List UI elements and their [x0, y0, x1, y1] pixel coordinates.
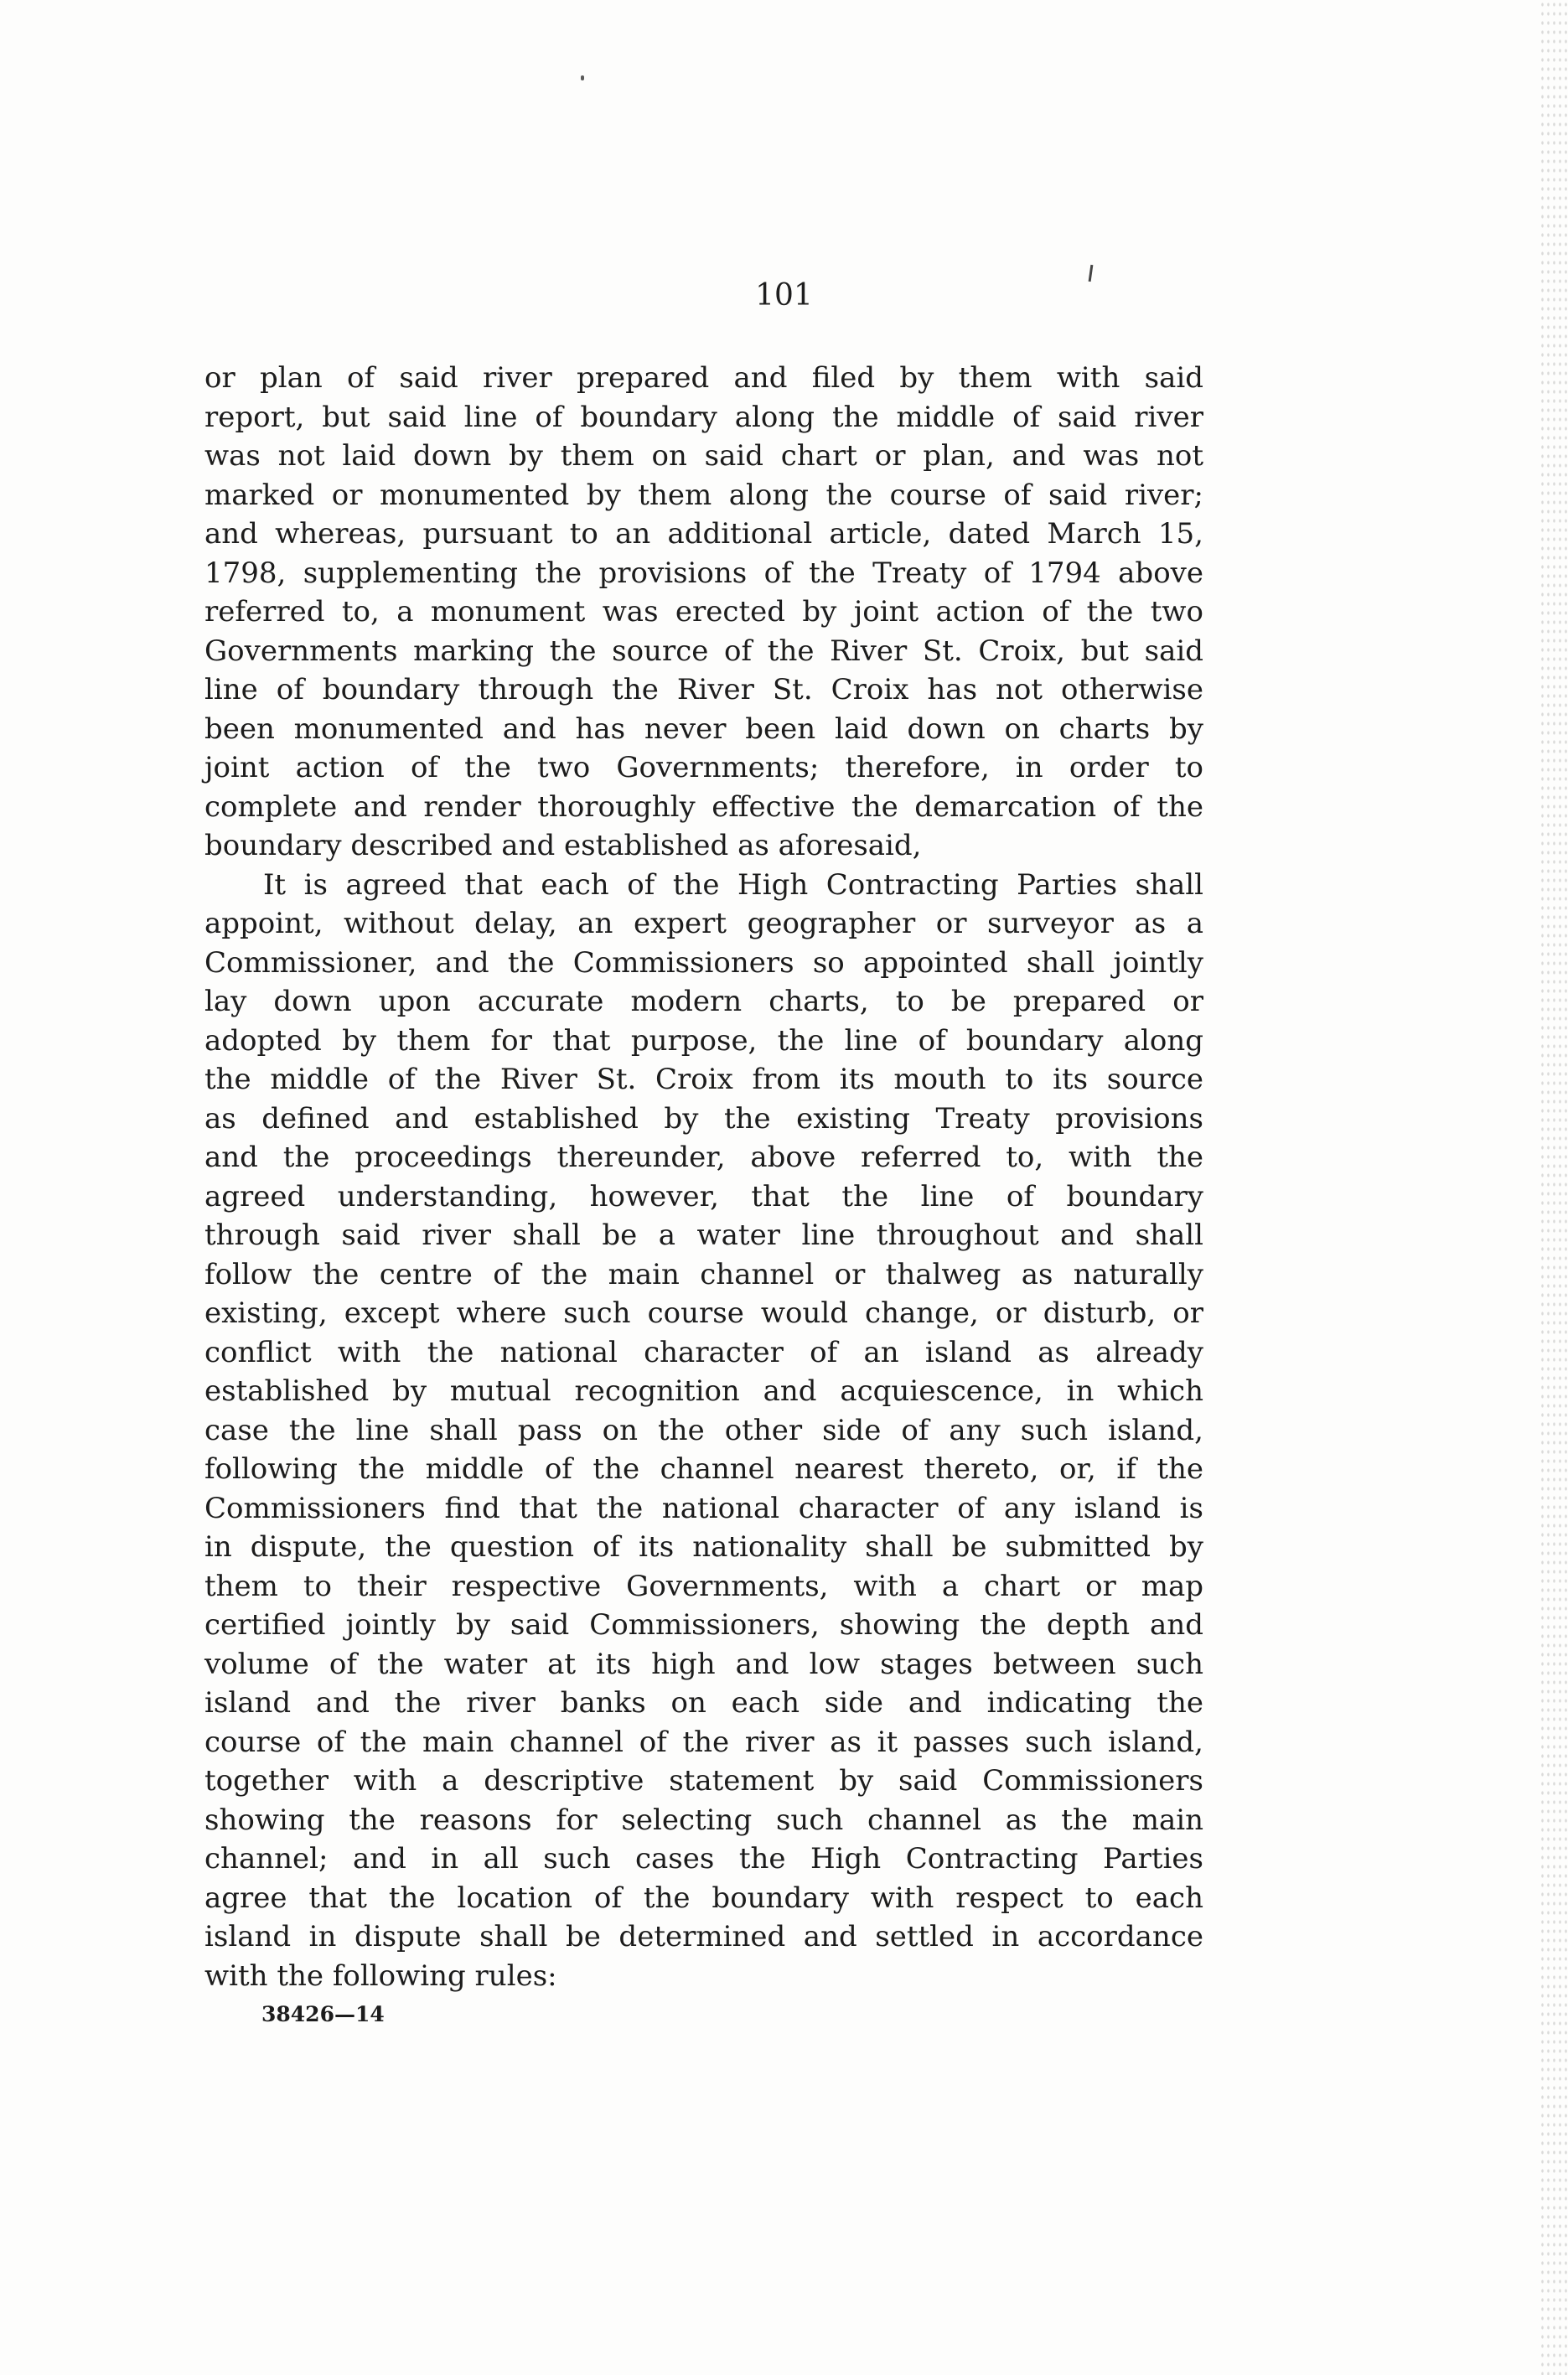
text-line: with the following rules: — [204, 1958, 557, 1993]
text-line: was not laid down by them on said chart or plan, and was not — [204, 439, 1203, 473]
text-line: volume of the water at its high and low stages between such — [204, 1647, 1203, 1681]
text-line: follow the centre of the main channel or thalweg as naturally — [204, 1257, 1203, 1291]
text-line: referred to, a monument was erected by joint action of the two — [204, 595, 1203, 629]
text-line: them to their respective Governments, with a chart or map — [204, 1569, 1203, 1603]
text-line: agree that the location of the boundary with respect to each — [204, 1881, 1203, 1915]
text-line: as defined and established by the existing Treaty provisions — [204, 1101, 1203, 1136]
text-line: Commissioner, and the Commissioners so appointed shall jointly — [204, 945, 1203, 980]
text-line: case the line shall pass on the other side of any such island, — [204, 1413, 1203, 1447]
text-line: lay down upon accurate modern charts, to be prepared or — [204, 985, 1203, 1018]
paragraph — [204, 359, 1203, 866]
text-line: established by mutual recognition and acquiescence, in which — [204, 1374, 1203, 1408]
text-line: appoint, without delay, an expert geographer or surveyor as a — [204, 907, 1203, 940]
text-line: and the proceedings thereunder, above referred to, with the — [204, 1141, 1203, 1174]
text-line: report, but said line of boundary along the middle of said river — [204, 400, 1203, 434]
footer-code: 38426—14 — [261, 2002, 385, 2026]
text-line: course of the main channel of the river as it passes such island, — [204, 1725, 1203, 1759]
text-line: It is agreed that each of the High Contracting Parties shall — [263, 867, 1203, 902]
page-number: 101 — [755, 278, 813, 313]
text-line: island in dispute shall be determined and settled in accordance — [204, 1920, 1203, 1953]
body-text — [204, 359, 1203, 1995]
text-line: been monumented and has never been laid down on charts by — [204, 711, 1203, 746]
text-line: in dispute, the question of its nationality shall be submitted by — [204, 1530, 1203, 1564]
text-line: showing the reasons for selecting such channel as the main — [204, 1803, 1203, 1837]
text-line: line of boundary through the River St. Croix has not otherwise — [204, 673, 1203, 706]
text-line: following the middle of the channel nearest thereto, or, if the — [204, 1452, 1203, 1486]
text-line: channel; and in all such cases the High Contracting Parties — [204, 1842, 1203, 1876]
text-line: certified jointly by said Commissioners, showing the depth and — [204, 1608, 1203, 1642]
text-line: adopted by them for that purpose, the line of boundary along — [204, 1023, 1203, 1058]
text-line: and whereas, pursuant to an additional article, dated March 15, — [204, 517, 1203, 551]
text-line: agreed understanding, however, that the line of boundary — [204, 1179, 1203, 1213]
text-line: island and the river banks on each side and indicating the — [204, 1686, 1203, 1720]
text-line: or plan of said river prepared and filed by them with said — [204, 361, 1203, 395]
text-line: existing, except where such course would change, or disturb, or — [204, 1296, 1203, 1330]
scan-edge-noise — [1540, 0, 1568, 2375]
paragraph — [204, 866, 1203, 1996]
text-line: joint action of the two Governments; therefore, in order to — [204, 751, 1203, 784]
text-line: Governments marking the source of the River St. Croix, but said — [204, 634, 1203, 668]
text-line: through said river shall be a water line throughout and shall — [204, 1219, 1203, 1252]
text-line: together with a descriptive statement by said Commissioners — [204, 1764, 1203, 1798]
scan-dust-mark — [581, 75, 584, 80]
text-line: conflict with the national character of an island as already — [204, 1335, 1203, 1369]
text-line: marked or monumented by them along the course of said river; — [204, 478, 1203, 512]
text-line: complete and render thoroughly effective the demarcation of the — [204, 789, 1203, 824]
text-line: boundary described and established as aforesaid, — [204, 829, 922, 862]
text-line: 1798, supplementing the provisions of the Treaty of 1794 above — [204, 556, 1203, 590]
text-line: Commissioners find that the national character of any island is — [204, 1491, 1203, 1525]
text-line: the middle of the River St. Croix from its mouth to its source — [204, 1063, 1203, 1096]
